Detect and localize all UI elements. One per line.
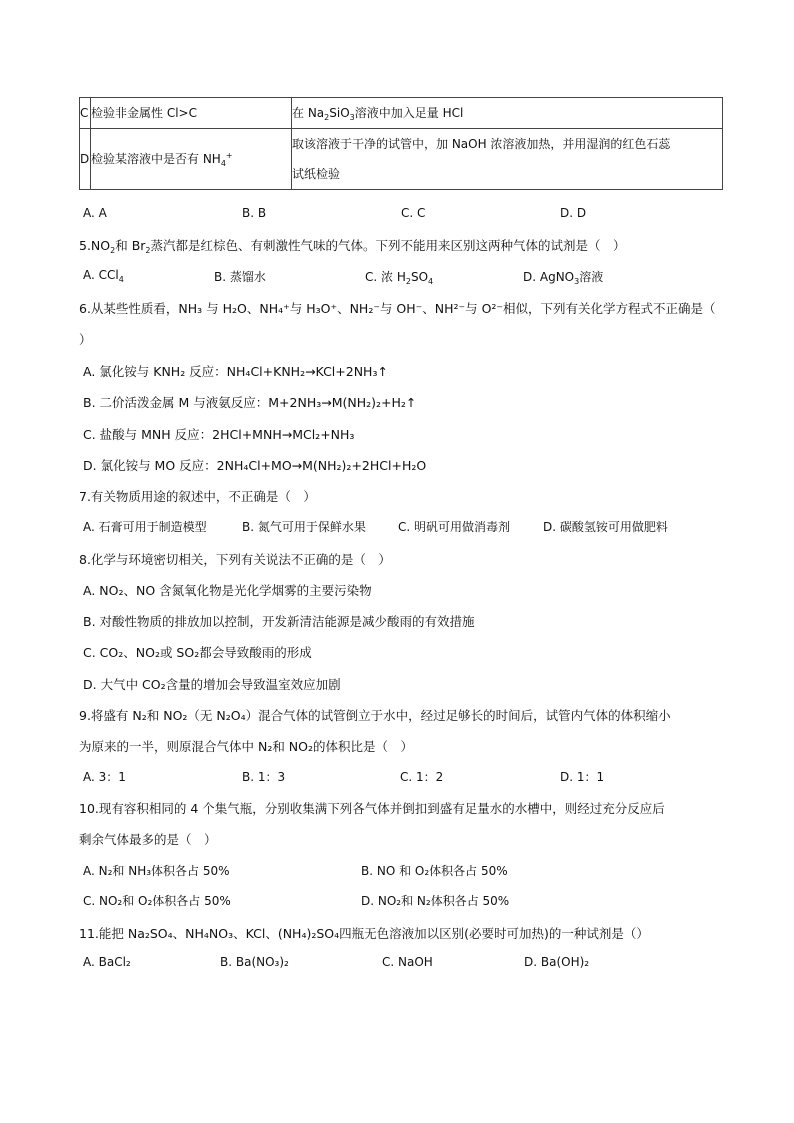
- row-purpose: 检验非金属性 Cl>C: [91, 98, 292, 129]
- q6-option-b: B. 二价活泼金属 M 与液氨反应：M+2NH₃→M(NH₂)₂+H₂↑: [83, 395, 417, 410]
- q4-option-c: C. C: [401, 206, 426, 220]
- q5-option-c: C. 浓 $H_2SO_4$: [365, 270, 434, 286]
- q7-option-d: D. 碳酸氢铵可用做肥料: [543, 520, 668, 534]
- q9-stem-line2: 为原来的一半，则原混合气体中 N₂和 NO₂的体积比是（ ）: [79, 739, 414, 754]
- q8-option-d: D. 大气中 CO₂含量的增加会导致温室效应加剧: [83, 677, 341, 692]
- q10-option-b: B. NO 和 O₂体积各占 50%: [361, 864, 508, 878]
- q9-option-a: A. 3：1: [83, 770, 126, 784]
- q10-option-c: C. NO₂和 O₂体积各占 50%: [83, 894, 231, 908]
- q5-option-b: B. 蒸馏水: [214, 270, 266, 284]
- q7-stem: 7.有关物质用途的叙述中，不正确是（ ）: [79, 489, 316, 504]
- q4-option-a: A. A: [83, 206, 107, 220]
- q10-option-a: A. N₂和 NH₃体积各占 50%: [83, 864, 230, 878]
- q8-option-b: B. 对酸性物质的排放加以控制，开发新清洁能源是减少酸雨的有效措施: [83, 614, 475, 629]
- q7-option-b: B. 氮气可用于保鲜水果: [242, 520, 366, 534]
- q7-option-c: C. 明矾可用做消毒剂: [398, 520, 511, 534]
- q8-stem: 8.化学与环境密切相关，下列有关说法不正确的是（ ）: [79, 552, 391, 567]
- q5-option-a: A. CCl$_4$: [83, 268, 124, 284]
- q10-stem-line2: 剩余气体最多的是（ ）: [79, 832, 217, 847]
- q6-stem-line1: 6.从某些性质看，NH₃ 与 H₂O、NH₄⁺与 H₃O⁺、NH₂⁻与 OH⁻、NH²⁻与 O²⁻相似，下列有关化学方程式不正确是（: [79, 301, 716, 316]
- experiment-table: [79, 97, 723, 190]
- table-row-d: [80, 129, 723, 190]
- q11-option-b: B. Ba(NO₃)₂: [220, 955, 289, 969]
- q5-option-d: D. AgNO$_3$溶液: [523, 270, 604, 286]
- table-row-c: [80, 98, 723, 129]
- row-letter: D: [80, 129, 91, 190]
- q9-stem-line1: 9.将盛有 N₂和 NO₂（无 N₂O₄）混合气体的试管倒立于水中，经过足够长的时间后，试管内气体的体积缩小: [79, 708, 671, 723]
- q5-stem: $5.NO_2$和 $Br_2$蒸汽都是红棕色、有刺激性气味的气体。下列不能用来区别这两种气体的试剂是（ ）: [79, 238, 626, 255]
- q9-option-d: D. 1：1: [560, 770, 605, 784]
- q11-option-a: A. BaCl₂: [83, 955, 131, 969]
- q10-option-d: D. NO₂和 N₂体积各占 50%: [361, 894, 510, 908]
- row-purpose: 检验某溶液中是否有 $NH_4^+$: [91, 129, 292, 190]
- row-letter: C: [80, 98, 91, 129]
- q8-option-a: A. NO₂、NO 含氮氧化物是光化学烟雾的主要污染物: [83, 583, 372, 598]
- q11-option-d: D. Ba(OH)₂: [524, 955, 590, 969]
- q6-option-d: D. 氯化铵与 MO 反应：2NH₄Cl+MO→M(NH₂)₂+2HCl+H₂O: [83, 458, 427, 473]
- q11-stem: 11.能把 Na₂SO₄、NH₄NO₃、KCl、(NH₄)₂SO₄四瓶无色溶液加以区别(必要时可加热)的一种试剂是（）: [79, 926, 649, 941]
- q4-option-d: D. D: [560, 206, 587, 220]
- q7-option-a: A. 石膏可用于制造模型: [83, 520, 207, 534]
- q10-stem-line1: 10.现有容积相同的 4 个集气瓶，分别收集满下列各气体并倒扣到盛有足量水的水槽中，则经过充分反应后: [79, 801, 665, 816]
- row-method: 取该溶液于干净的试管中，加 NaOH 浓溶液加热，并用湿润的红色石蕊 试纸检验: [292, 129, 723, 190]
- q6-stem-line2: ）: [79, 332, 92, 347]
- q4-option-b: B. B: [242, 206, 267, 220]
- q8-option-c: C. CO₂、NO₂或 SO₂都会导致酸雨的形成: [83, 645, 312, 660]
- row-method: 在 $Na_2SiO_3$溶液中加入足量 HCl: [292, 98, 723, 129]
- q9-option-b: B. 1：3: [242, 770, 286, 784]
- q11-option-c: C. NaOH: [382, 955, 433, 969]
- q9-option-c: C. 1：2: [400, 770, 444, 784]
- q6-option-c: C. 盐酸与 MNH 反应：2HCl+MNH→MCl₂+NH₃: [83, 427, 355, 442]
- q6-option-a: A. 氯化铵与 KNH₂ 反应：NH₄Cl+KNH₂→KCl+2NH₃↑: [83, 364, 388, 379]
